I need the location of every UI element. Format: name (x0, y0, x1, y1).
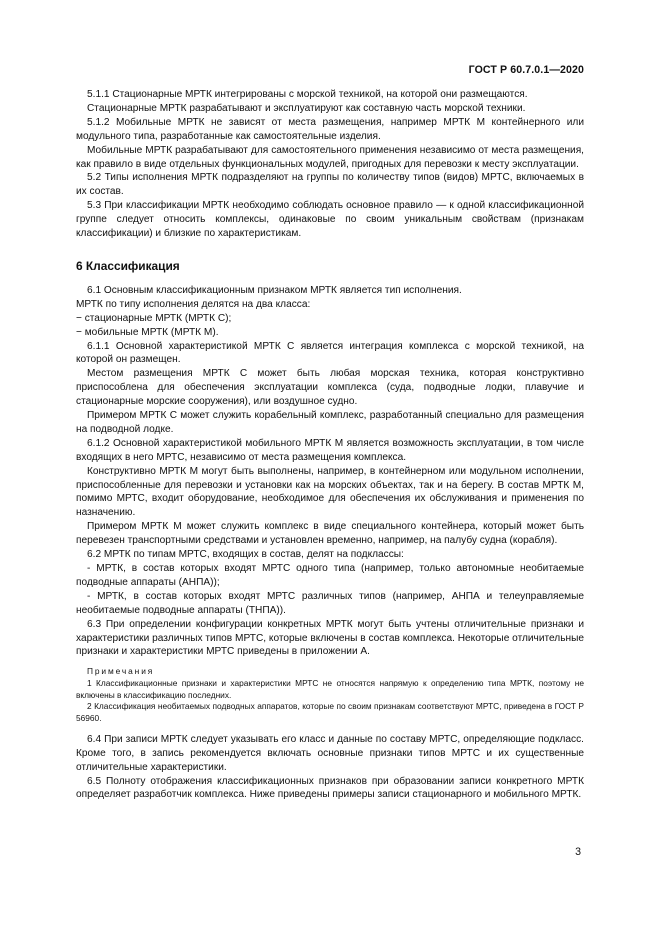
paragraph-6-1-2: 6.1.2 Основной характеристикой мобильного МРТК М является возможность эксплуатации, в том числе входящих в него МРТС, независимо от места размещения комплекса. (76, 437, 584, 463)
notes-block (76, 666, 584, 725)
note-item: 2 Классификация необитаемых подводных аппаратов, которые по своим признакам соответствуют МРТС, приведена в ГОСТ Р 56960. (76, 701, 584, 724)
paragraph-5-2: 5.2 Типы исполнения МРТК подразделяют на группы по количеству типов (видов) МРТС, включаемых в их состав. (76, 172, 584, 198)
paragraph-6-1: 6.1 Основным классификационным признаком МРТК является тип исполнения. (87, 284, 462, 296)
page-number: 3 (575, 846, 581, 858)
paragraph: Примером МРТК М может служить комплекс в виде специального контейнера, который может быть перевезен транспортными средствами и установлен временно, например, на палубу судна (корабля). (76, 521, 584, 547)
section-title: 6 Классификация (76, 258, 180, 273)
paragraph: Мобильные МРТК разрабатывают для самостоятельного применения независимо от места размещения, как правило в виде отдельных функциональных модулей, пригодных для перевозки к месту эксплуатации. (76, 144, 584, 170)
paragraph-6-5: 6.5 Полноту отображения классификационных признаков при образовании записи конкретного МРТК определяет разработчик комплекса. Ниже приведены примеры записи стационарного и мобильного МРТК. (76, 775, 584, 801)
paragraph: Стационарные МРТК разрабатывают и эксплуатируют как составную часть морской техники. (87, 102, 526, 114)
paragraph-6-2: 6.2 МРТК по типам МРТС, входящих в состав, делят на подклассы: (87, 549, 404, 561)
paragraph: Конструктивно МРТК М могут быть выполнены, например, в контейнерном или модульном исполнении, приспособленные для перевозки и установки как на морских объектах, так и на берегу. В состав МРТК М, помимо МРТС, входит оборудование, необходимое для обеспечения их обслуживания и применения по назначению. (76, 465, 584, 519)
document-body (76, 88, 584, 802)
paragraph-5-1-1: 5.1.1 Стационарные МРТК интегрированы с морской техникой, на которой они размещаются. (87, 89, 528, 100)
list-item: − мобильные МРТК (МРТК М). (76, 326, 219, 338)
paragraph: Примером МРТК С может служить корабельный комплекс, разработанный специально для размещения на подводной лодке. (76, 410, 584, 435)
paragraph: Местом размещения МРТК С может быть любая морская техника, которая конструктивно приспособлена для обеспечения эксплуатации комплекса (суда, подводные лодки, плавучие и стационарные морские сооружения), или воздушное судно. (76, 368, 584, 408)
paragraph-6-4: 6.4 При записи МРТК следует указывать его класс и данные по составу МРТС, определяющие подкласс. Кроме того, в запись рекомендуется включать основные признаки типов МРТС и их существенные отличительные характеристики. (76, 733, 584, 773)
note-item: 1 Классификационные признаки и характеристики МРТС не относятся напрямую к определению типа МРТК, поэтому не включены в классификацию последних. (76, 678, 584, 700)
notes-title: Примечания (87, 666, 155, 677)
paragraph-5-3: 5.3 При классификации МРТК необходимо соблюдать основное правило — к одной классификационной группе следует относить комплексы, одинаковые по своим уникальным свойствам (признакам классификации) и близкие по характеристикам. (76, 200, 584, 240)
list-item: - МРТК, в состав которых входят МРТС одного типа (например, только автономные необитаемые подводные аппараты (АНПА)); (76, 563, 584, 588)
list-item: - МРТК, в состав которых входят МРТС различных типов (например, АНПА и телеуправляемые необитаемые подводные аппараты (ТНПА)). (76, 590, 584, 616)
list-item: − стационарные МРТК (МРТК С); (76, 312, 232, 324)
paragraph-6-3: 6.3 При определении конфигурации конкретных МРТК могут быть учтены отличительные признаки и характеристики различных типов МРТС, которые включены в состав комплекса. Некоторые отличительные признаки и характеристики МРТС приведены в приложении А. (76, 618, 584, 658)
page-header: ГОСТ Р 60.7.0.1—2020 (468, 64, 584, 76)
paragraph-5-1-2: 5.1.2 Мобильные МРТК не зависят от места размещения, например МРТК М контейнерного или модульного типа, разработанные как самостоятельные изделия. (76, 116, 584, 142)
paragraph: МРТК по типу исполнения делятся на два класса: (76, 298, 311, 310)
paragraph-6-1-1: 6.1.1 Основной характеристикой МРТК С является интеграция комплекса с морской техникой, на которой он размещен. (76, 340, 584, 366)
